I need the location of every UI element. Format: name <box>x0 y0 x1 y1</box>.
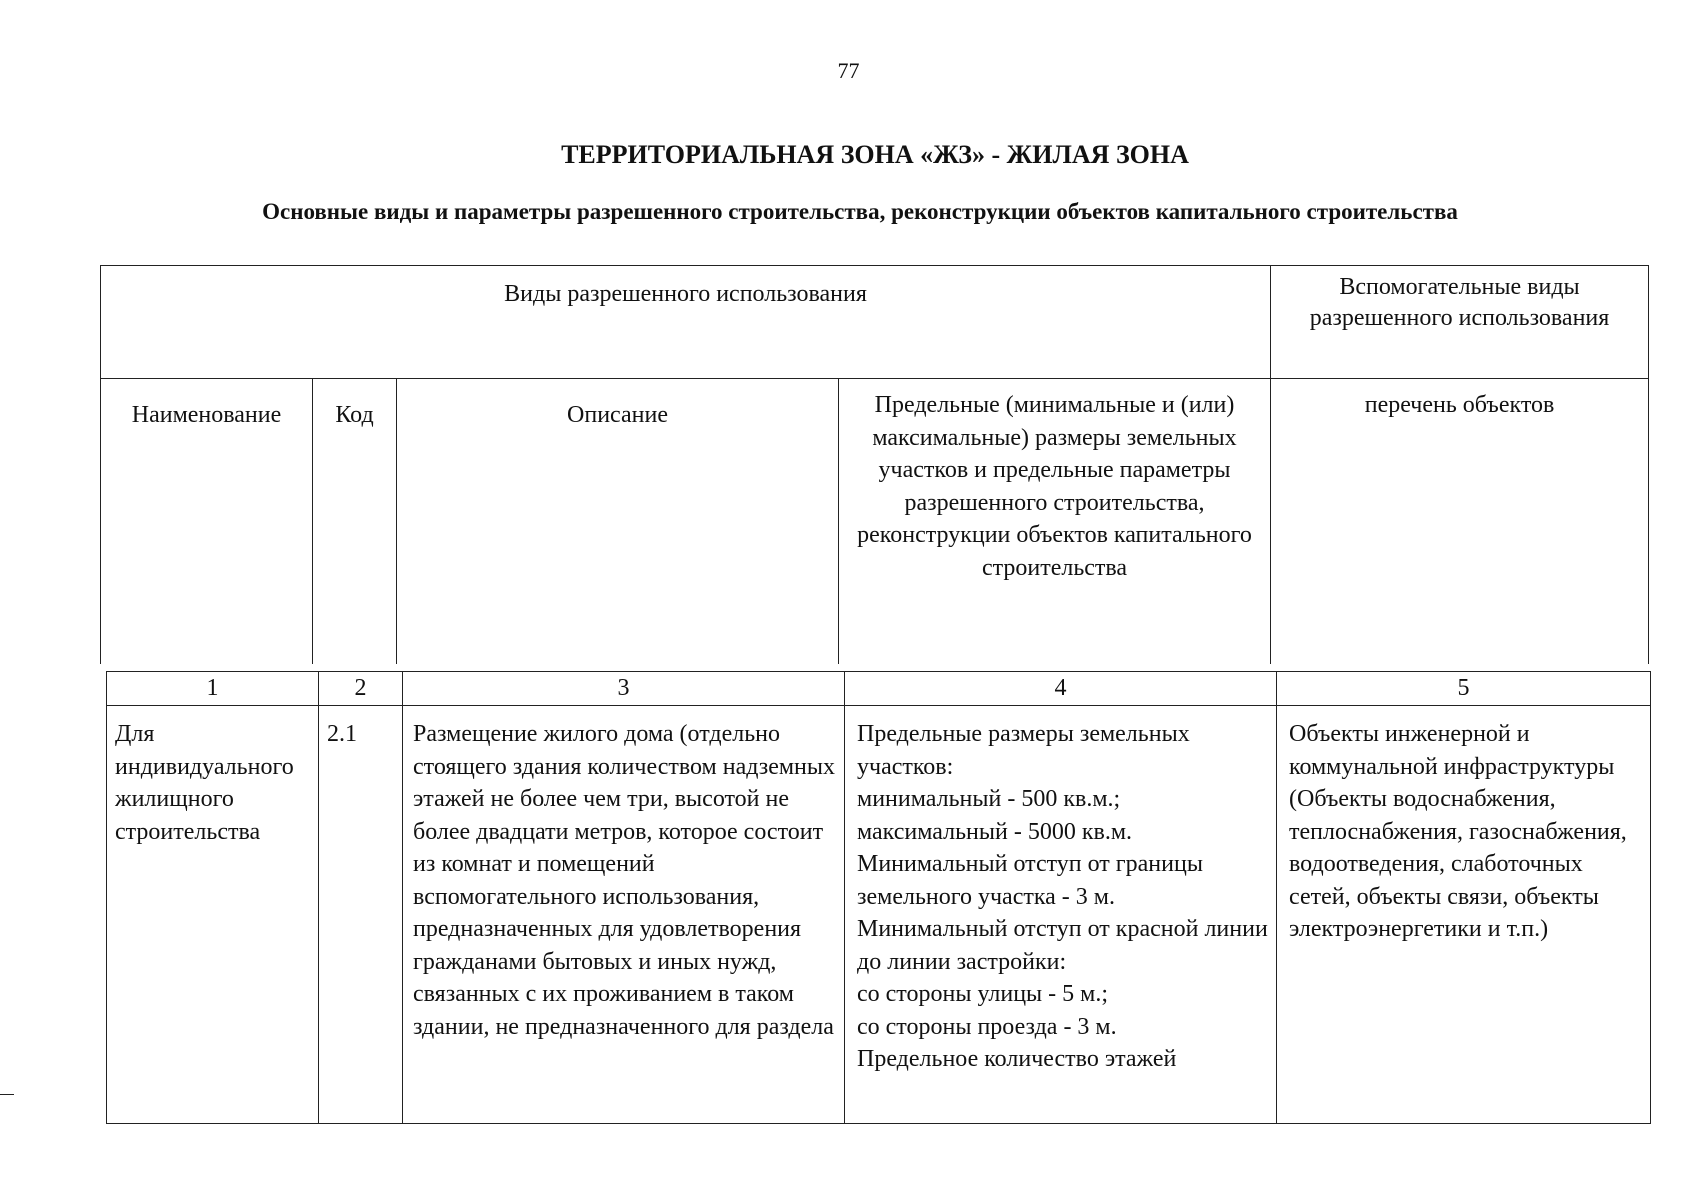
header-col-code: Код <box>313 379 397 665</box>
row-name: Для индивидуального жилищного строительства <box>107 706 319 1124</box>
column-number-5: 5 <box>1277 672 1651 706</box>
zone-title: ТЕРРИТОРИАЛЬНАЯ ЗОНА «ЖЗ» - ЖИЛАЯ ЗОНА <box>561 140 1189 169</box>
page-number: 77 <box>837 58 860 83</box>
header-col-description: Описание <box>397 379 839 665</box>
header-col-aux: перечень объектов <box>1271 379 1649 665</box>
param-line: Предельное количество этажей <box>857 1046 1177 1072</box>
column-number-1: 1 <box>107 672 319 706</box>
column-number-row <box>107 672 1651 706</box>
param-line: минимальный - 500 кв.м.; <box>857 786 1121 812</box>
param-line: со стороны проезда - 3 м. <box>857 1013 1117 1040</box>
param-line: со стороны улицы - 5 м.; <box>857 981 1109 1007</box>
row-aux-objects: Объекты инженерной и коммунальной инфраструктуры (Объекты водоснабжения, теплоснабжения, газоснабжения, водоотведения, слаботочных сетей, объекты связи, объекты электроэнергетики и т.п.) <box>1277 706 1651 1124</box>
row-code: 2.1 <box>319 706 403 1124</box>
header-group-row <box>101 266 1649 379</box>
column-number-2: 2 <box>319 672 403 706</box>
header-main-group: Виды разрешенного использования <box>101 266 1271 379</box>
header-columns-row <box>101 379 1649 665</box>
header-table <box>100 265 1649 664</box>
param-line: Минимальный отступ от границы земельного участка - 3 м. <box>857 851 1203 910</box>
header-col-name: Наименование <box>101 379 313 665</box>
column-number-3: 3 <box>403 672 845 706</box>
table-row <box>107 706 1651 1124</box>
subtitle: Основные виды и параметры разрешенного строительства, реконструкции объектов капитального строительства <box>262 199 1458 224</box>
header-col-params: Предельные (минимальные и (или) максимальные) размеры земельных участков и предельные параметры разрешенного строительства, реконструкции объектов капитального строительства <box>839 379 1271 665</box>
header-aux-group: Вспомогательные виды разрешенного использования <box>1271 266 1649 379</box>
data-table <box>106 671 1651 1124</box>
margin-mark <box>0 1094 14 1095</box>
row-params <box>845 706 1277 1124</box>
column-number-4: 4 <box>845 672 1277 706</box>
row-description: Размещение жилого дома (отдельно стоящего здания количеством надземных этажей не более чем три, высотой не более двадцати метров, которое состоит из комнат и помещений вспомогательного использования, предназначенных для удовлетворения гражданами бытовых и иных нужд, связанных с их проживанием в таком здании, не предназначенного для раздела <box>403 706 845 1124</box>
param-line: максимальный - 5000 кв.м. <box>857 818 1133 845</box>
param-line: Предельные размеры земельных участков: <box>857 721 1190 780</box>
param-line: Минимальный отступ от красной линии до линии застройки: <box>857 916 1268 975</box>
